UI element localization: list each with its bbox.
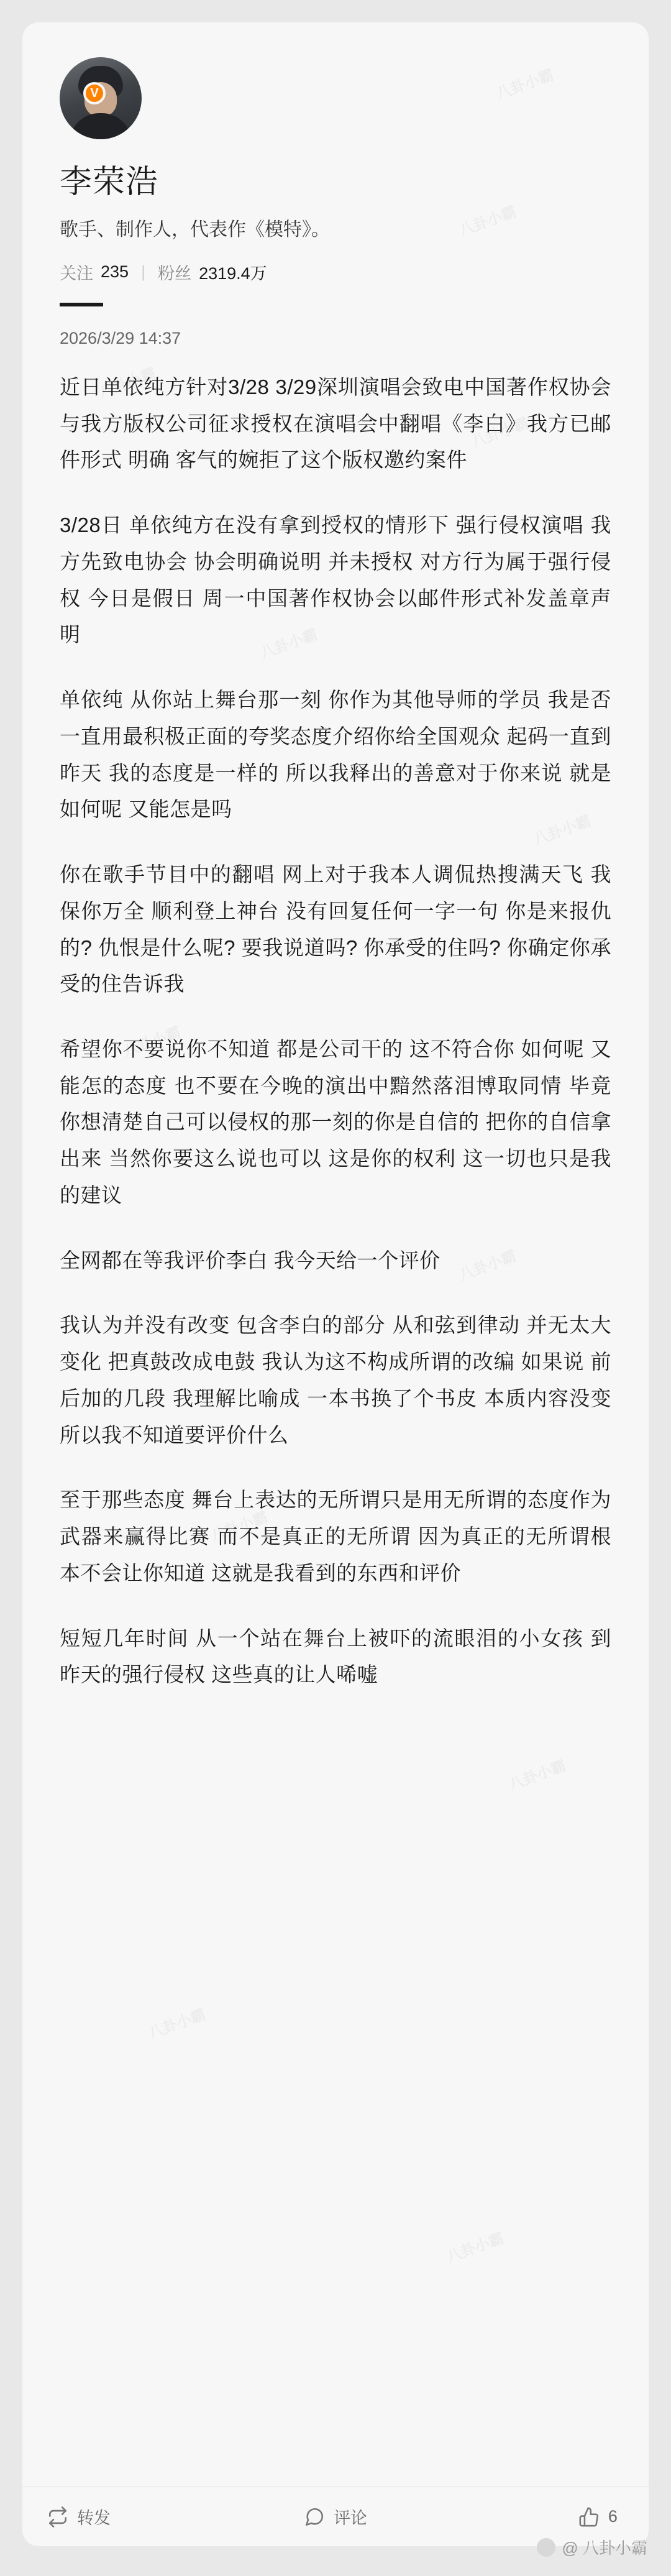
post-paragraph: 你在歌手节目中的翻唱 网上对于我本人调侃热搜满天飞 我保你万全 顺利登上神台 没有回复任何一字一句 你是来报仇的? 仇恨是什么呢? 要我说道吗? 你承受的住吗? 你确定你承受的住告诉我 [60, 863, 611, 996]
like-button[interactable] [432, 2506, 624, 2528]
followers-label[interactable]: 粉丝 [158, 264, 192, 283]
comment-button[interactable] [239, 2505, 431, 2529]
thumbs-up-icon [578, 2506, 600, 2528]
watermark [505, 1754, 568, 1795]
profile-stats [60, 260, 611, 284]
post-body [60, 369, 611, 1693]
repost-label: 转发 [77, 2509, 111, 2528]
verified-badge-icon: V [83, 82, 106, 104]
post-paragraph: 全网都在等我评价李白 我今天给一个评价 [60, 1248, 440, 1272]
post-paragraph: 近日单依纯方针对3/28 3/29深圳演唱会致电中国著作权协会与我方版权公司征求授权在演唱会中翻唱《李白》我方已邮件形式 明确 客气的婉拒了这个版权邀约案件 [60, 375, 611, 472]
page-title: 李荣浩 [60, 164, 159, 200]
profile-bio: 歌手、制作人，代表作《模特》。 [60, 219, 330, 240]
stats-divider: | [141, 262, 146, 281]
watermark [145, 2002, 208, 2043]
post-paragraph: 单依纯 从你站上舞台那一刻 你作为其他导师的学员 我是否一直用最积极正面的夸奖态度介绍你给全国观众 起码一直到昨天 我的态度是一样的 所以我释出的善意对于你来说 就是 如何呢 又能怎是吗 [60, 688, 611, 821]
section-divider [60, 303, 103, 306]
profile-header[interactable] [60, 57, 611, 139]
comment-label: 评论 [333, 2509, 367, 2528]
repost-button[interactable] [47, 2505, 239, 2529]
post-paragraph: 至于那些态度 舞台上表达的无所谓只是用无所谓的态度作为武器来赢得比赛 而不是真正的无所谓 因为真正的无所谓根本不会让你知道 这就是我看到的东西和评价 [60, 1488, 611, 1585]
following-label[interactable]: 关注 [60, 264, 93, 283]
post-paragraph: 希望你不要说你不知道 都是公司干的 这不符合你 如何呢 又能怎的态度 也不要在今晚的演出中黯然落泪博取同情 毕竟你想清楚自己可以侵权的那一刻的你是自信的 把你的自信拿出来 当然你要这么说也可以 这是你的权利 这一切也只是我的建议 [60, 1037, 611, 1207]
watermark [443, 2226, 506, 2267]
brand-avatar-icon [537, 2538, 555, 2557]
repost-icon [47, 2506, 68, 2528]
avatar-body [70, 113, 132, 139]
following-count[interactable]: 235 [101, 262, 129, 281]
post-paragraph: 3/28日 单依纯方在没有拿到授权的情形下 强行侵权演唱 我方先致电协会 协会明确说明 并未授权 对方行为属于强行侵权 今日是假日 周一中国著作权协会以邮件形式补发盖章声明 [60, 513, 611, 646]
post-paragraph: 我认为并没有改变 包含李白的部分 从和弦到律动 并无太大变化 把真鼓改成电鼓 我认为这不构成所谓的改编 如果说 前后加的几段 我理解比喻成 一本书换了个书皮 本质内容没变 所以我不知道要评价什么 [60, 1313, 611, 1447]
comment-icon [304, 2506, 325, 2528]
brand-label: @ 八卦小霸 [562, 2539, 647, 2557]
brand-watermark [537, 2536, 647, 2559]
like-count: 6 [608, 2507, 618, 2526]
followers-count[interactable]: 2319.4万 [199, 264, 267, 283]
weibo-post-card [22, 22, 649, 2546]
post-timestamp: 2026/3/29 14:37 [60, 329, 181, 347]
post-paragraph: 短短几年时间 从一个站在舞台上被吓的流眼泪的小女孩 到昨天的强行侵权 这些真的让人唏嘘 [60, 1626, 611, 1686]
